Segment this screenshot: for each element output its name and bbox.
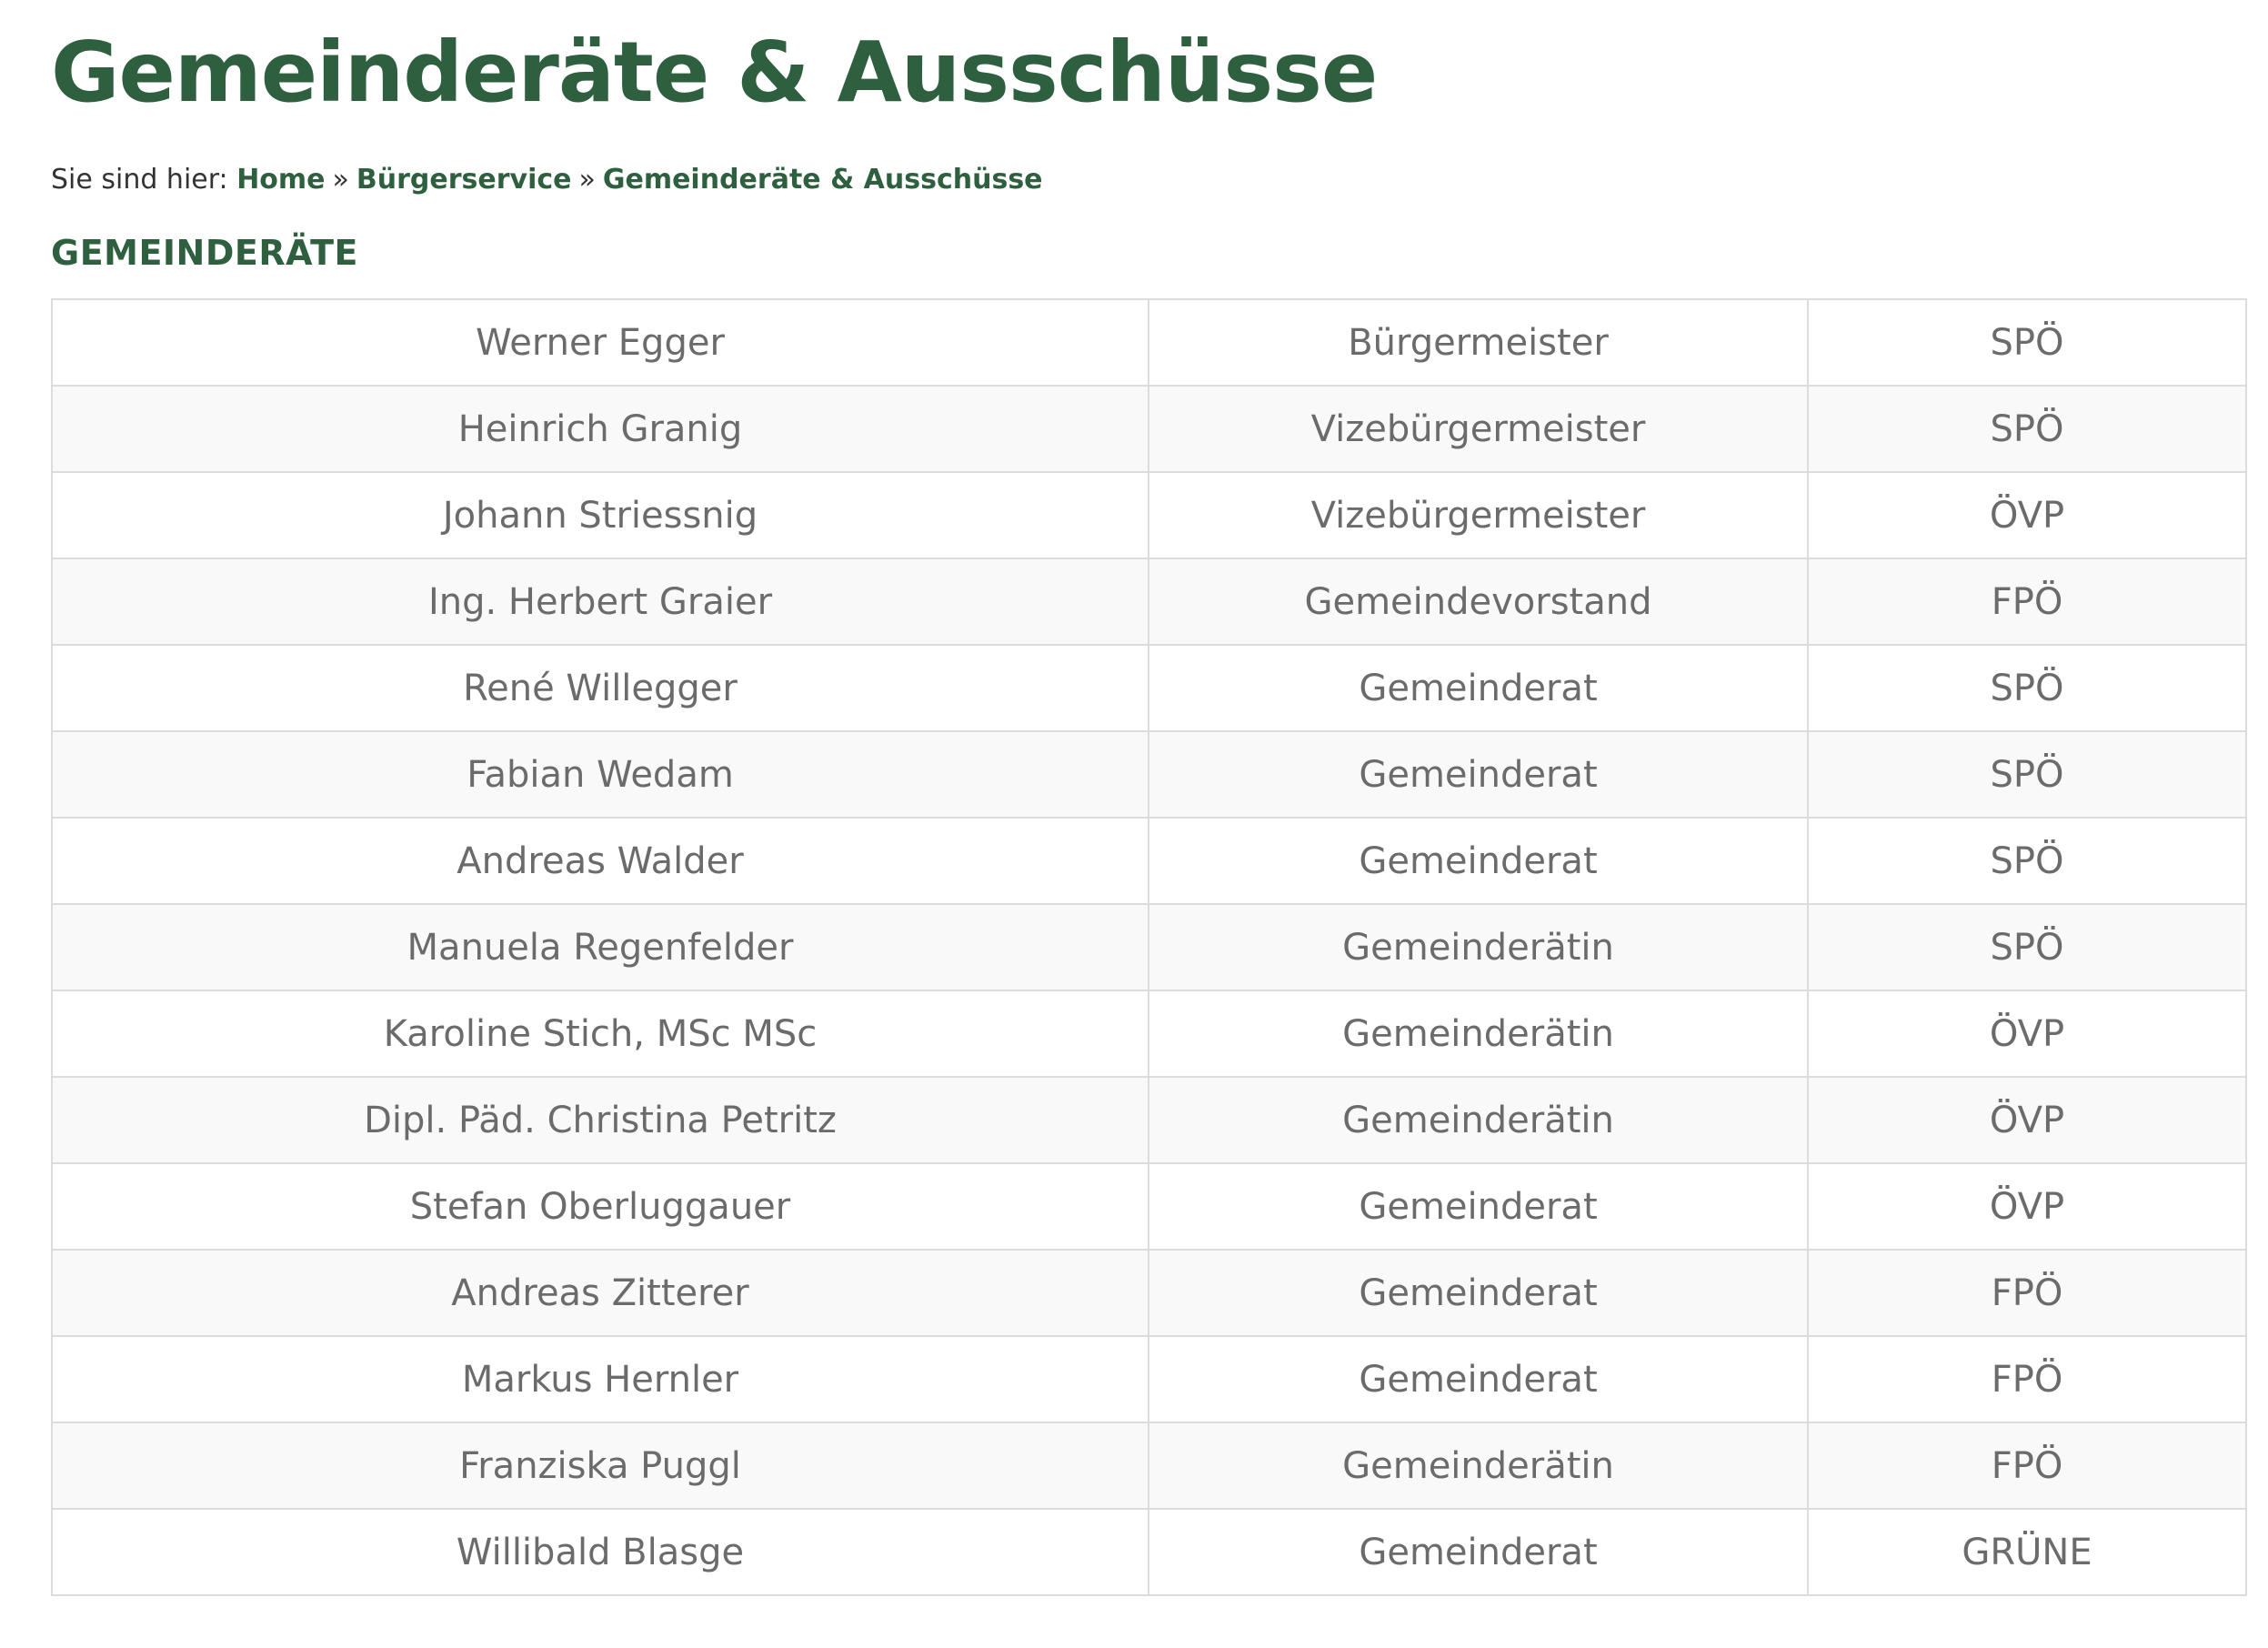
member-role-cell: Gemeinderätin <box>1149 1077 1808 1163</box>
breadcrumb-link-home[interactable]: Home <box>236 164 326 196</box>
table-row <box>52 386 2246 472</box>
table-row <box>52 731 2246 818</box>
member-name-cell: Dipl. Päd. Christina Petritz <box>52 1077 1149 1163</box>
table-row <box>52 645 2246 731</box>
member-party-cell: ÖVP <box>1808 990 2246 1077</box>
council-members-table-body <box>52 299 2246 1595</box>
member-role-cell: Gemeinderat <box>1149 1163 1808 1250</box>
member-party-cell: GRÜNE <box>1808 1509 2246 1595</box>
breadcrumb-link-buergerservice[interactable]: Bürgerservice <box>356 164 572 196</box>
table-row <box>52 299 2246 386</box>
member-party-cell: SPÖ <box>1808 731 2246 818</box>
member-party-cell: FPÖ <box>1808 1250 2246 1336</box>
member-name-cell: Andreas Zitterer <box>52 1250 1149 1336</box>
member-party-cell: SPÖ <box>1808 386 2246 472</box>
member-role-cell: Gemeinderat <box>1149 645 1808 731</box>
member-name-cell: René Willegger <box>52 645 1149 731</box>
breadcrumb-link-current[interactable]: Gemeinderäte & Ausschüsse <box>602 164 1043 196</box>
member-name-cell: Ing. Herbert Graier <box>52 558 1149 645</box>
member-party-cell: FPÖ <box>1808 558 2246 645</box>
member-role-cell: Gemeinderätin <box>1149 904 1808 990</box>
table-row <box>52 558 2246 645</box>
member-party-cell: ÖVP <box>1808 1077 2246 1163</box>
member-role-cell: Gemeinderätin <box>1149 990 1808 1077</box>
member-name-cell: Markus Hernler <box>52 1336 1149 1422</box>
member-role-cell: Bürgermeister <box>1149 299 1808 386</box>
member-name-cell: Karoline Stich, MSc MSc <box>52 990 1149 1077</box>
member-role-cell: Gemeinderat <box>1149 1250 1808 1336</box>
member-role-cell: Gemeinderat <box>1149 731 1808 818</box>
breadcrumb-prefix: Sie sind hier: <box>51 164 228 196</box>
breadcrumb <box>51 160 1043 200</box>
member-name-cell: Werner Egger <box>52 299 1149 386</box>
member-party-cell: FPÖ <box>1808 1336 2246 1422</box>
member-party-cell: FPÖ <box>1808 1422 2246 1509</box>
member-role-cell: Gemeinderat <box>1149 1509 1808 1595</box>
section-heading-gemeinderaete: GEMEINDERÄTE <box>51 233 358 273</box>
member-party-cell: SPÖ <box>1808 299 2246 386</box>
member-name-cell: Manuela Regenfelder <box>52 904 1149 990</box>
table-row <box>52 818 2246 904</box>
member-role-cell: Gemeinderätin <box>1149 1422 1808 1509</box>
member-role-cell: Gemeindevorstand <box>1149 558 1808 645</box>
council-members-table <box>51 298 2247 1596</box>
member-name-cell: Andreas Walder <box>52 818 1149 904</box>
member-role-cell: Vizebürgermeister <box>1149 472 1808 558</box>
member-name-cell: Stefan Oberluggauer <box>52 1163 1149 1250</box>
member-party-cell: SPÖ <box>1808 904 2246 990</box>
member-party-cell: SPÖ <box>1808 645 2246 731</box>
table-row <box>52 1509 2246 1595</box>
table-row <box>52 1250 2246 1336</box>
table-row <box>52 1163 2246 1250</box>
member-party-cell: ÖVP <box>1808 1163 2246 1250</box>
member-role-cell: Gemeinderat <box>1149 1336 1808 1422</box>
table-row <box>52 1336 2246 1422</box>
table-row <box>52 904 2246 990</box>
member-name-cell: Willibald Blasge <box>52 1509 1149 1595</box>
member-name-cell: Franziska Puggl <box>52 1422 1149 1509</box>
member-party-cell: ÖVP <box>1808 472 2246 558</box>
table-row <box>52 1077 2246 1163</box>
breadcrumb-separator: » <box>332 164 349 196</box>
member-name-cell: Fabian Wedam <box>52 731 1149 818</box>
member-party-cell: SPÖ <box>1808 818 2246 904</box>
member-role-cell: Vizebürgermeister <box>1149 386 1808 472</box>
breadcrumb-separator: » <box>578 164 596 196</box>
member-name-cell: Heinrich Granig <box>52 386 1149 472</box>
page-title: Gemeinderäte & Ausschüsse <box>51 24 1378 121</box>
table-row <box>52 472 2246 558</box>
table-row <box>52 1422 2246 1509</box>
member-name-cell: Johann Striessnig <box>52 472 1149 558</box>
member-role-cell: Gemeinderat <box>1149 818 1808 904</box>
table-row <box>52 990 2246 1077</box>
